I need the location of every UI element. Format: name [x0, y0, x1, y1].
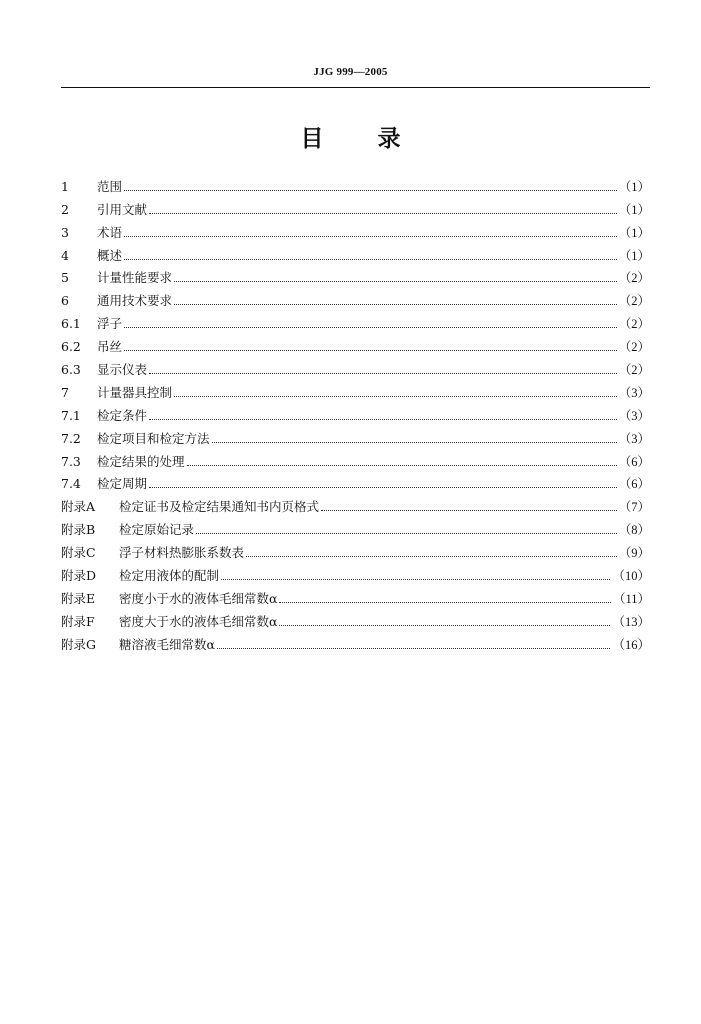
- toc-entry-label: 检定周期: [97, 476, 148, 492]
- toc-entry-page: （6）: [618, 454, 650, 469]
- toc-entry-label: 概述: [97, 247, 123, 263]
- toc-entry: [61, 355, 650, 378]
- dot-leader: [124, 236, 617, 237]
- toc-entry-label: 检定条件: [97, 407, 148, 423]
- toc-entry-number: 4: [61, 247, 69, 263]
- toc-entry-label: 密度小于水的液体毛细常数α: [119, 590, 278, 606]
- toc-entry: [61, 424, 650, 447]
- toc-entry-page: （13）: [612, 614, 650, 629]
- toc-entry-page: （1）: [618, 202, 650, 217]
- toc-entry-label: 检定原始记录: [119, 522, 195, 538]
- toc-entry: [61, 332, 650, 355]
- toc-entry-number: 附录G: [61, 636, 96, 652]
- dot-leader: [174, 396, 617, 397]
- dot-leader: [149, 213, 617, 214]
- toc-entry-page: （3）: [618, 431, 650, 446]
- dot-leader: [149, 373, 617, 374]
- toc-entry: [61, 447, 650, 470]
- toc-entry-number: 7.4: [61, 476, 81, 492]
- toc-entry: [61, 515, 650, 538]
- toc-entry-label: 引用文献: [97, 201, 148, 217]
- toc-entry-label: 检定证书及检定结果通知书内页格式: [119, 499, 320, 515]
- dot-leader: [124, 350, 617, 351]
- toc-entry: [61, 584, 650, 607]
- toc-entry-number: 7.1: [61, 407, 81, 423]
- toc-entry-page: （11）: [612, 591, 650, 606]
- toc-entry-label: 计量器具控制: [97, 384, 173, 400]
- toc-entry-number: 附录F: [61, 613, 95, 629]
- toc-entry-number: 7.2: [61, 430, 81, 446]
- dot-leader: [221, 579, 610, 580]
- toc-entry-number: 6.1: [61, 316, 81, 332]
- toc-entry-label: 通用技术要求: [97, 293, 173, 309]
- toc-entry-page: （6）: [618, 477, 650, 492]
- dot-leader: [212, 442, 617, 443]
- dot-leader: [217, 648, 611, 649]
- toc-entry-number: 6: [61, 293, 69, 309]
- dot-leader: [279, 625, 610, 626]
- toc-entry: [61, 378, 650, 401]
- toc-entry-page: （1）: [618, 179, 650, 194]
- toc-entry: [61, 561, 650, 584]
- toc-entry-label: 密度大于水的液体毛细常数α: [119, 613, 278, 629]
- toc-entry: [61, 264, 650, 287]
- dot-leader: [149, 419, 617, 420]
- toc-entry-page: （2）: [618, 363, 650, 378]
- toc-entry-page: （16）: [612, 637, 650, 652]
- toc-entry-number: 6.3: [61, 362, 81, 378]
- toc-entry-page: （2）: [618, 340, 650, 355]
- table-of-contents: [61, 172, 650, 653]
- header-rule: [61, 87, 650, 88]
- toc-entry: [61, 401, 650, 424]
- toc-entry: [61, 241, 650, 264]
- toc-entry-number: 附录D: [61, 568, 97, 584]
- toc-entry-number: 附录C: [61, 545, 96, 561]
- toc-entry-number: 7.3: [61, 453, 81, 469]
- dot-leader: [124, 190, 617, 191]
- toc-entry-label: 显示仪表: [97, 362, 148, 378]
- dot-leader: [149, 487, 617, 488]
- toc-entry-label: 吊丝: [97, 339, 123, 355]
- toc-entry-label: 检定项目和检定方法: [97, 430, 210, 446]
- dot-leader: [174, 304, 617, 305]
- toc-entry-number: 2: [61, 201, 69, 217]
- dot-leader: [279, 602, 611, 603]
- toc-entry: [61, 172, 650, 195]
- toc-entry-page: （9）: [618, 546, 650, 561]
- toc-entry-page: （10）: [612, 569, 650, 584]
- toc-entry-page: （2）: [618, 271, 650, 286]
- toc-entry-page: （2）: [618, 294, 650, 309]
- toc-entry-number: 3: [61, 224, 69, 240]
- dot-leader: [196, 533, 617, 534]
- toc-entry: [61, 630, 650, 653]
- toc-entry-page: （1）: [618, 225, 650, 240]
- toc-entry-page: （7）: [618, 500, 650, 515]
- toc-entry-page: （3）: [618, 385, 650, 400]
- dot-leader: [187, 465, 617, 466]
- toc-entry-number: 附录E: [61, 590, 96, 606]
- toc-entry: [61, 195, 650, 218]
- dot-leader: [124, 327, 617, 328]
- toc-entry: [61, 492, 650, 515]
- toc-entry: [61, 607, 650, 630]
- toc-entry-label: 范围: [97, 178, 123, 194]
- toc-entry: [61, 470, 650, 493]
- toc-entry: [61, 309, 650, 332]
- page-title: 目 录: [300, 125, 401, 152]
- toc-entry-number: 7: [61, 384, 69, 400]
- toc-entry-page: （1）: [618, 248, 650, 263]
- dot-leader: [124, 259, 617, 260]
- toc-entry-label: 检定结果的处理: [97, 453, 185, 469]
- toc-entry-label: 计量性能要求: [97, 270, 173, 286]
- toc-entry: [61, 538, 650, 561]
- toc-entry-label: 检定用液体的配制: [119, 568, 220, 584]
- dot-leader: [246, 556, 617, 557]
- toc-entry-number: 1: [61, 178, 69, 194]
- toc-entry-label: 糖溶液毛细常数α: [119, 636, 215, 652]
- toc-entry-number: 附录B: [61, 522, 96, 538]
- toc-entry-number: 附录A: [61, 499, 96, 515]
- toc-entry-number: 6.2: [61, 339, 81, 355]
- toc-entry-page: （3）: [618, 408, 650, 423]
- dot-leader: [321, 510, 617, 511]
- toc-entry-label: 浮子材料热膨胀系数表: [119, 545, 245, 561]
- dot-leader: [174, 281, 617, 282]
- toc-entry-number: 5: [61, 270, 69, 286]
- toc-entry-page: （8）: [618, 523, 650, 538]
- toc-entry-label: 术语: [97, 224, 123, 240]
- page-header-code: JJG 999—2005: [313, 66, 388, 78]
- toc-entry: [61, 286, 650, 309]
- toc-entry-label: 浮子: [97, 316, 123, 332]
- toc-entry: [61, 218, 650, 241]
- toc-entry-page: （2）: [618, 317, 650, 332]
